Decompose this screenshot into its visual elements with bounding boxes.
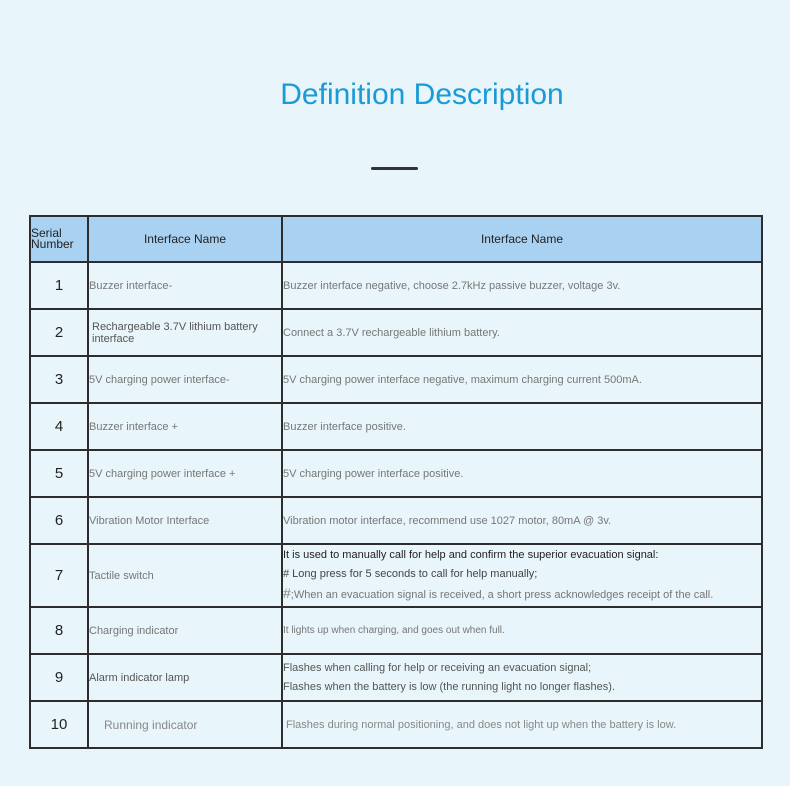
row-description xyxy=(282,654,762,701)
header-interface-description: Interface Name xyxy=(282,216,762,262)
row-interface-name: Buzzer interface + xyxy=(88,403,282,450)
row-description: Vibration motor interface, recommend use 1027 motor, 80mA @ 3v. xyxy=(282,497,762,544)
table-row xyxy=(30,356,762,403)
row-interface-name: Rechargeable 3.7V lithium battery interface xyxy=(88,309,282,356)
row-description: 5V charging power interface positive. xyxy=(282,450,762,497)
description-line: Flashes when calling for help or receiving an evacuation signal; xyxy=(283,661,592,674)
row-interface-name: Running indicator xyxy=(88,701,282,748)
table-row xyxy=(30,654,762,701)
row-interface-name: Vibration Motor Interface xyxy=(88,497,282,544)
description-line: Flashes when the battery is low (the running light no longer flashes). xyxy=(283,680,616,693)
table-row xyxy=(30,497,762,544)
row-number: 2 xyxy=(30,309,88,356)
row-number: 8 xyxy=(30,607,88,654)
table-row xyxy=(30,607,762,654)
row-number: 7 xyxy=(30,544,88,607)
table-row xyxy=(30,309,762,356)
row-description: Buzzer interface negative, choose 2.7kHz passive buzzer, voltage 3v. xyxy=(282,262,762,309)
definition-table xyxy=(29,215,763,749)
row-interface-name: Charging indicator xyxy=(88,607,282,654)
header-serial-number: Serial Number xyxy=(30,216,88,262)
row-interface-name: 5V charging power interface- xyxy=(88,356,282,403)
row-interface-name: Tactile switch xyxy=(88,544,282,607)
header-interface-name: Interface Name xyxy=(88,216,282,262)
row-interface-name: Alarm indicator lamp xyxy=(88,654,282,701)
table-row xyxy=(30,403,762,450)
table-row xyxy=(30,262,762,309)
hash-mark: # xyxy=(283,585,291,601)
table-header-row xyxy=(30,216,762,262)
row-interface-name: Buzzer interface- xyxy=(88,262,282,309)
row-number: 9 xyxy=(30,654,88,701)
row-number: 5 xyxy=(30,450,88,497)
row-number: 6 xyxy=(30,497,88,544)
page-title: Definition Description xyxy=(280,78,564,111)
description-line: # Long press for 5 seconds to call for help manually; xyxy=(283,568,538,580)
description-line: It is used to manually call for help and confirm the superior evacuation signal: xyxy=(283,549,659,561)
table-row xyxy=(30,450,762,497)
row-number: 4 xyxy=(30,403,88,450)
row-interface-name: 5V charging power interface + xyxy=(88,450,282,497)
row-description: Flashes during normal positioning, and does not light up when the battery is low. xyxy=(282,701,762,748)
row-description: Connect a 3.7V rechargeable lithium battery. xyxy=(282,309,762,356)
row-description: It lights up when charging, and goes out when full. xyxy=(282,607,762,654)
row-description xyxy=(282,544,762,607)
table-row xyxy=(30,701,762,748)
row-number: 1 xyxy=(30,262,88,309)
row-description: 5V charging power interface negative, maximum charging current 500mA. xyxy=(282,356,762,403)
row-number: 3 xyxy=(30,356,88,403)
row-number: 10 xyxy=(30,701,88,748)
row-description: Buzzer interface positive. xyxy=(282,403,762,450)
title-divider xyxy=(371,167,418,170)
table-row xyxy=(30,544,762,607)
description-line: #;When an evacuation signal is received, a short press acknowledges receipt of the call. xyxy=(283,585,714,601)
